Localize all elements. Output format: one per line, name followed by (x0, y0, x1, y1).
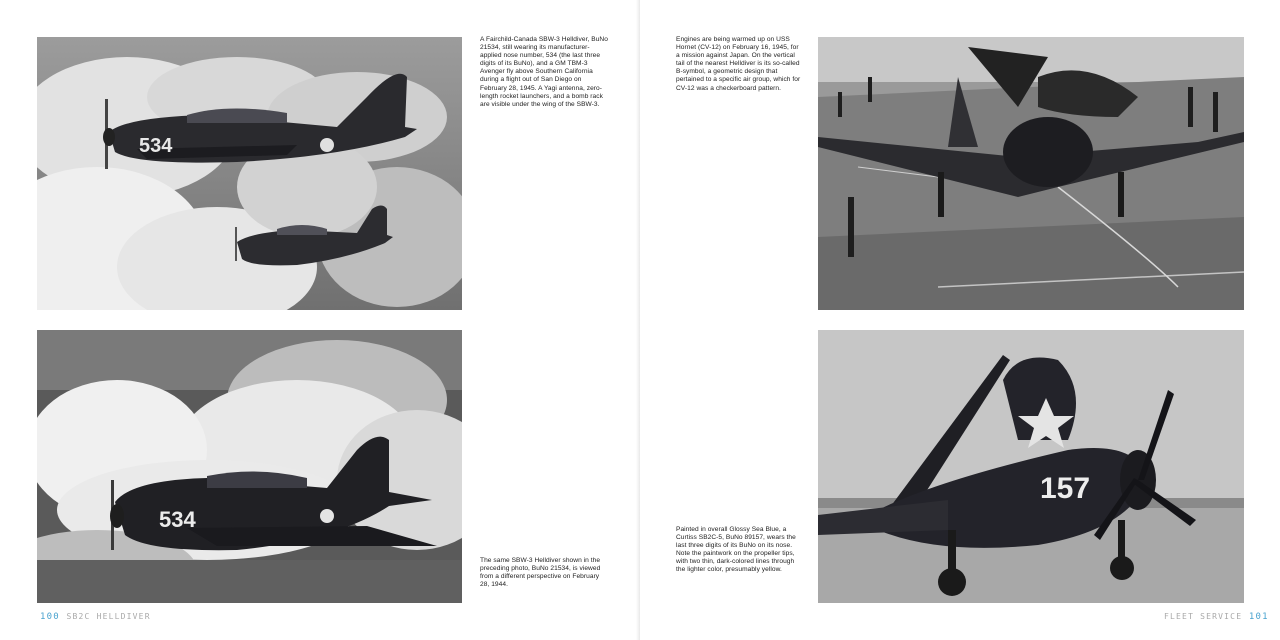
plane-number-534-side: 534 (159, 507, 196, 532)
plane-number-157: 157 (1040, 472, 1091, 505)
right-page (640, 0, 1280, 640)
caption-4: Painted in overall Glossy Sea Blue, a Curtiss SB2C-5, BuNo 89157, wears the last three digits of its BuNo on its nose. Note the paintwork on the propeller tips, with two thin, dark-colored lines through the lighter color, presumably yellow. (676, 526, 796, 574)
page-number: 100 (40, 612, 60, 622)
plane-number-534: 534 (139, 135, 173, 157)
caption-3: Engines are being warmed up on USS Hornet (CV-12) on February 16, 1945, for a mission against Japan. On the vertical tail of the nearest Helldiver is its so-called B-symbol, a geometric design that pertained to a specific air group, which for CV-12 was a checkerboard pattern. (676, 36, 801, 92)
running-head: FLEET SERVICE (1164, 612, 1243, 621)
running-head: SB2C HELLDIVER (66, 612, 151, 621)
caption-2: The same SBW-3 Helldiver shown in the preceding photo, BuNo 21534, is viewed from a different perspective on February 28, 1944. (480, 557, 601, 589)
sb2c5-157-ground-photo (818, 330, 1244, 603)
page-number: 101 (1248, 612, 1269, 622)
left-folio (40, 612, 151, 622)
carrier-deck-helldiver-photo (818, 37, 1244, 310)
caption-1: A Fairchild-Canada SBW-3 Helldiver, BuNo 21534, still wearing its manufacturer-applied nose number, 534 (the last three digits of its BuNo), and a GM TBM-3 Avenger fly above Southern California during a flight out of San Diego on February 28, 1945. A Yagi antenna, zero-length rocket launchers, and a bomb rack are visible under the wing of the SBW-3. (480, 36, 608, 108)
right-folio (1164, 612, 1269, 622)
two-sbw3-in-flight-photo (37, 37, 462, 310)
sbw3-side-view-clouds-photo (37, 330, 462, 603)
